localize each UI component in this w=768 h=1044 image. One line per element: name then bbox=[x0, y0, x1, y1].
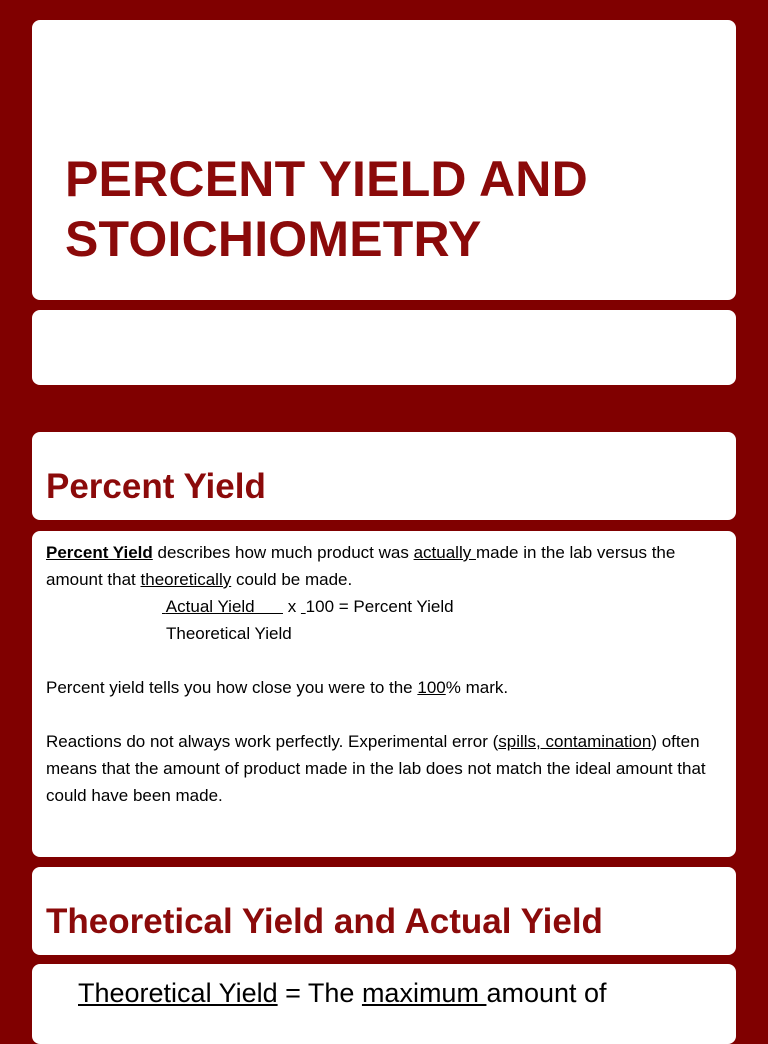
emphasis-100: 100 bbox=[417, 678, 446, 697]
percent-yield-body-slide bbox=[32, 531, 736, 857]
text-run: amount of bbox=[486, 978, 607, 1008]
term-percent-yield: Percent Yield bbox=[46, 543, 153, 562]
theoretical-body-slide bbox=[32, 964, 736, 1044]
theoretical-heading-slide bbox=[32, 867, 736, 955]
subtitle-box bbox=[32, 310, 736, 385]
page-title bbox=[65, 149, 588, 269]
formula-numerator-line bbox=[46, 593, 726, 620]
title-line-1: PERCENT YIELD AND bbox=[65, 151, 588, 207]
percent-yield-heading-slide bbox=[32, 432, 736, 520]
formula-numerator: Actual Yield bbox=[165, 597, 283, 616]
text-run: describes how much product was bbox=[152, 543, 414, 562]
definition-paragraph bbox=[46, 539, 726, 593]
text-run: = The bbox=[277, 978, 362, 1008]
text-run: could be made. bbox=[231, 570, 353, 589]
title-slide bbox=[32, 20, 736, 300]
emphasis-theoretically: theoretically bbox=[140, 570, 232, 589]
spacer bbox=[46, 647, 726, 674]
formula-denominator: Theoretical Yield bbox=[166, 624, 292, 643]
theoretical-definition bbox=[78, 976, 607, 1010]
close-paragraph bbox=[46, 674, 726, 701]
error-paragraph bbox=[46, 728, 726, 809]
section-heading: Percent Yield bbox=[46, 467, 266, 506]
text-run: Reactions do not always work perfectly. Experimental error ( bbox=[46, 732, 499, 751]
text-run: made in the lab versus the amount that bbox=[46, 543, 676, 589]
term-theoretical-yield: Theoretical Yield bbox=[78, 978, 278, 1008]
title-line-2: STOICHIOMETRY bbox=[65, 211, 482, 267]
percent-yield-text bbox=[46, 539, 726, 809]
formula-times: x bbox=[282, 597, 301, 616]
emphasis-actually: actually bbox=[413, 543, 476, 562]
text-run: ) often means that the amount of product made in the lab does not match the ideal amount that could have been made. bbox=[46, 732, 706, 805]
text-run: % mark. bbox=[445, 678, 509, 697]
spacer bbox=[46, 701, 726, 728]
emphasis-maximum: maximum bbox=[361, 978, 487, 1008]
formula-result: 100 = Percent Yield bbox=[305, 597, 454, 616]
emphasis-spills: spills, contamination bbox=[498, 732, 652, 751]
section-heading: Theoretical Yield and Actual Yield bbox=[46, 902, 603, 941]
text-run: Percent yield tells you how close you were to the bbox=[46, 678, 418, 697]
